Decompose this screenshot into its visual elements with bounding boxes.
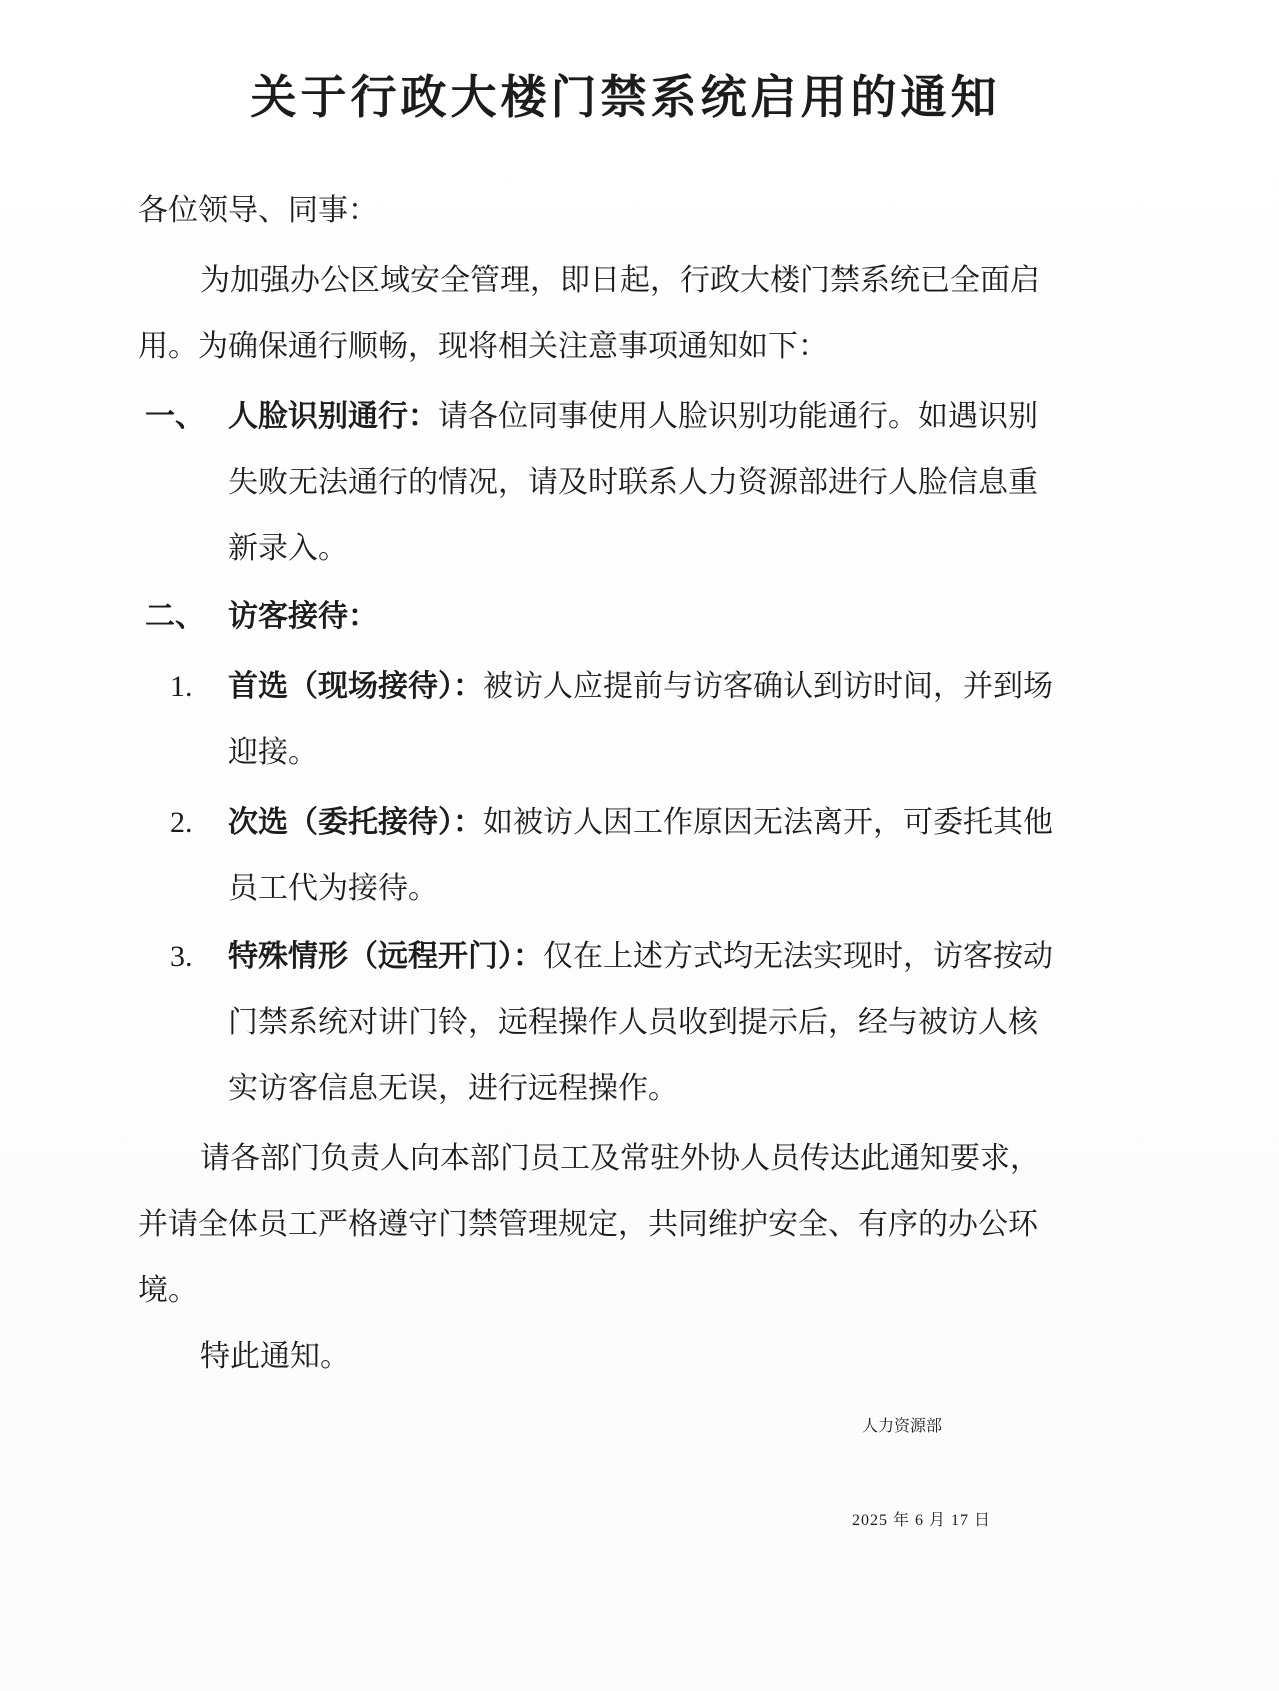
signature-block	[0, 1394, 1279, 1554]
section-2-heading: 访客接待：	[228, 600, 378, 633]
list-item-3-number: 3.	[170, 940, 193, 973]
salutation: 各位领导、同事：	[138, 194, 378, 227]
intro-paragraph-line-2: 用。为确保通行顺畅，现将相关注意事项通知如下：	[138, 330, 828, 363]
list-item-2-line-2: 员工代为接待。	[228, 872, 438, 905]
list-item-3-line-2: 门禁系统对讲门铃，远程操作人员收到提示后，经与被访人核	[228, 1006, 1038, 1039]
section-1-marker: 一、	[145, 400, 205, 433]
closing-paragraph-line-1: 请各部门负责人向本部门员工及常驻外协人员传达此通知要求，	[200, 1142, 1040, 1175]
closing-paragraph-line-2: 并请全体员工严格遵守门禁管理规定，共同维护安全、有序的办公环	[138, 1208, 1038, 1241]
list-item-1-number: 1.	[170, 670, 193, 703]
section-1-line-1	[138, 384, 1038, 450]
intro-paragraph-line-1: 为加强办公区域安全管理，即日起，行政大楼门禁系统已全面启	[200, 264, 1040, 297]
list-item-2-heading: 次选（委托接待）：	[228, 806, 483, 839]
closing-paragraph-line-3: 境。	[138, 1274, 198, 1307]
list-item-1-line-2: 迎接。	[228, 736, 318, 769]
list-item-2-number: 2.	[170, 806, 193, 839]
list-item-2-text: 如被访人因工作原因无法离开，可委托其他	[483, 806, 1053, 839]
section-2-line-1	[138, 584, 1022, 650]
list-item-1-text: 被访人应提前与访客确认到访时间，并到场	[483, 670, 1053, 703]
list-item-3-text: 仅在上述方式均无法实现时，访客按动	[543, 940, 1053, 973]
document-title: 关于行政大楼门禁系统启用的通知	[250, 72, 1001, 123]
section-2-marker: 二、	[145, 600, 205, 633]
document-body	[0, 178, 1053, 1390]
signature-department: 人力资源部	[861, 1418, 942, 1435]
list-item-3-line-3: 实访客信息无误，进行远程操作。	[228, 1072, 678, 1105]
section-1-line-3: 新录入。	[228, 532, 348, 565]
section-1-line-2: 失败无法通行的情况，请及时联系人力资源部进行人脸信息重	[228, 466, 1038, 499]
section-1-text: 请各位同事使用人脸识别功能通行。如遇识别	[438, 400, 1038, 433]
list-item-3-heading: 特殊情形（远程开门）：	[228, 940, 543, 973]
list-item-2-line-1	[138, 790, 1053, 856]
notice-statement: 特此通知。	[200, 1340, 350, 1373]
list-item-1-line-1	[138, 654, 1053, 720]
signature-date: 2025 年 6 月 17 日	[851, 1512, 991, 1529]
list-item-3-line-1	[138, 924, 1053, 990]
list-item-1-heading: 首选（现场接待）：	[228, 670, 483, 703]
section-1-heading: 人脸识别通行：	[228, 400, 438, 433]
